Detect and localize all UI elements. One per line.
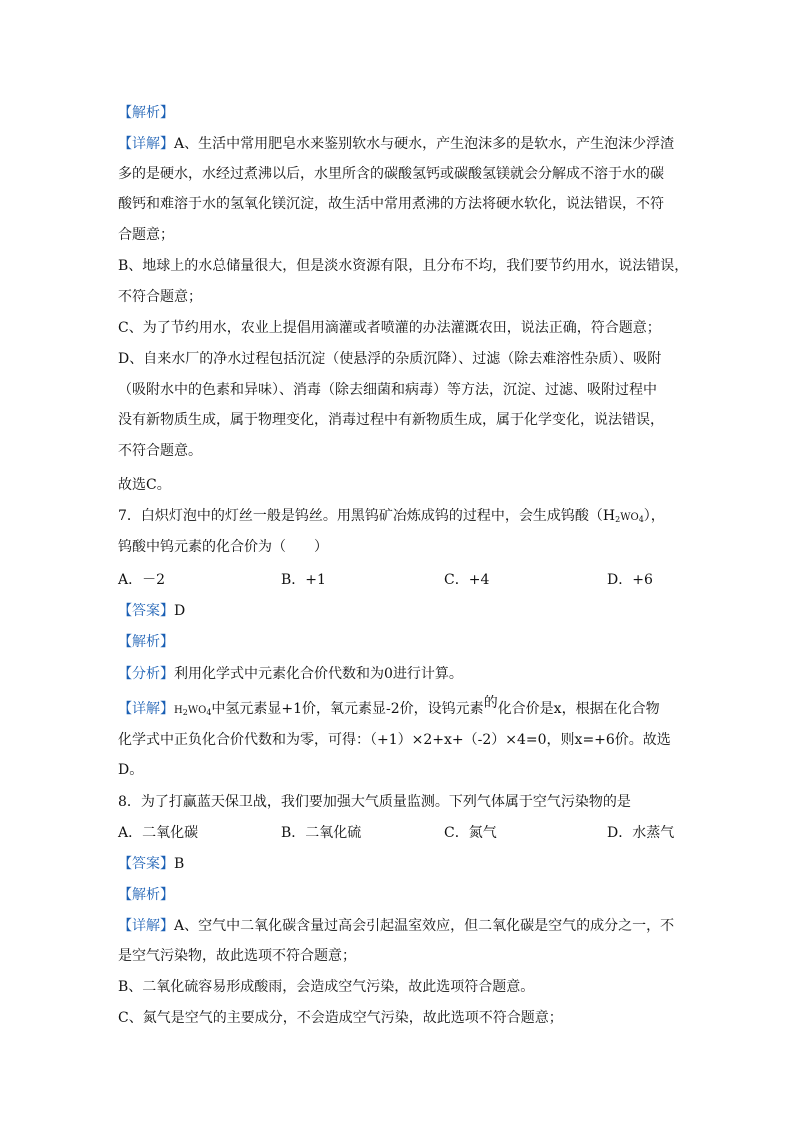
q7-detail-wo: WO [187, 705, 207, 716]
q8-detail-a-text1: A、空气中二氧化碳含量过高会引起温室效应，但二氧化碳是空气的成分之一，不 [174, 918, 675, 934]
q8-detail-a-line1 [118, 916, 674, 936]
q7-answer-value: D [174, 603, 186, 619]
q6-option-d-line4: 不符合题意。 [118, 443, 202, 459]
detail-tag: 【详解】 [118, 701, 174, 717]
q8-detail-a-line2: 是空气污染物，故此选项不符合题意； [118, 948, 356, 964]
answer-tag: 【答案】 [118, 603, 174, 619]
analysis-sub-tag: 【分析】 [118, 666, 174, 682]
q7-detail-subscript-4: 4 [206, 708, 212, 717]
q7-detail-line3: D。 [118, 762, 144, 778]
q8-option-a: A．二氧化碳 [118, 825, 199, 841]
q7-detail-subscript-2: 2 [182, 708, 188, 717]
q6-option-d-line2: （吸附水中的色素和异味）、消毒（除去细菌和病毒）等方法，沉淀、过滤、吸附过程中 [118, 382, 657, 398]
q7-stem-text-a: 7．白炽灯泡中的灯丝一般是钨丝。用黑钨矿冶炼成钨的过程中，会生成钨酸（H [118, 508, 616, 524]
q8-stem: 8．为了打赢蓝天保卫战，我们要加强大气质量监测。下列气体属于空气污染物的是 [118, 794, 631, 810]
q6-option-b-line2: 不符合题意； [118, 289, 202, 305]
q7-option-a: A．－2 [118, 572, 166, 588]
q6-detail-a-line2: 多的是硬水，水经过煮沸以后，水里所含的碳酸氢钙或碳酸氢镁就会分解成不溶于水的碳 [118, 166, 664, 182]
answer-tag: 【答案】 [118, 856, 174, 872]
q7-option-b: B．+1 [281, 572, 326, 588]
analysis-tag: 【解析】 [118, 887, 174, 903]
q7-detail-line1 [118, 695, 660, 721]
q7-detail-text-c: 中氢元素显+1价，氧元素显-2价，设钨元素 [211, 701, 484, 717]
q7-subscript-2: 2 [615, 515, 621, 524]
q8-option-d: D．水蒸气 [607, 825, 675, 841]
q7-analysis [118, 664, 463, 684]
analysis-tag: 【解析】 [118, 634, 174, 650]
q6-conclusion: 故选C。 [118, 477, 171, 493]
q7-analysis-text: 利用化学式中元素化合价代数和为0进行计算。 [174, 666, 463, 682]
q6-detail-a-text1: A、生活中常用肥皂水来鉴别软水与硬水，产生泡沫多的是软水，产生泡沫少浮渣 [174, 136, 675, 152]
q7-stem-line1 [118, 506, 665, 528]
q6-detail-a-line3: 酸钙和难溶于水的氢氧化镁沉淀，故生活中常用煮沸的方法将硬水软化，说法错误，不符 [118, 196, 664, 212]
q7-analysis-heading [118, 632, 174, 652]
q8-analysis-heading [118, 885, 174, 905]
detail-tag: 【详解】 [118, 136, 174, 152]
q6-option-d-line3: 没有新物质生成，属于物理变化，消毒过程中有新物质生成，属于化学变化，说法错误， [118, 412, 664, 428]
q8-option-b: B．二氧化硫 [281, 825, 362, 841]
q6-detail-a-line1 [118, 134, 674, 154]
q6-detail-a-line4: 合题意； [118, 227, 174, 243]
analysis-heading [118, 103, 174, 123]
q8-detail-c: C、氮气是空气的主要成分，不会造成空气污染，故此选项不符合题意； [118, 1010, 563, 1026]
q7-subscript-4: 4 [638, 515, 644, 524]
detail-tag: 【详解】 [118, 918, 174, 934]
q8-answer [118, 854, 184, 874]
q7-detail-h: H [174, 705, 183, 716]
q7-stem-line2: 钨酸中钨元素的化合价为（ ） [118, 539, 328, 555]
q6-option-b-line1: B、地球上的水总储量很大，但是淡水资源有限，且分布不均，我们要节约用水，说法错误， [118, 258, 689, 274]
q7-stem-text-c: ）， [643, 508, 665, 524]
q7-answer [118, 601, 185, 621]
q8-detail-b: B、二氧化硫容易形成酸雨，会造成空气污染，故此选项符合题意。 [118, 979, 535, 995]
q8-answer-value: B [174, 856, 185, 872]
q7-detail-line2: 化学式中正负化合价代数和为零，可得：（+1）×2+x+（-2）×4=0，则x=+6价。故选 [118, 732, 671, 748]
q7-option-c: C．+4 [444, 572, 490, 588]
q6-option-d-line1: D、自来水厂的净水过程包括沉淀（使悬浮的杂质沉降）、过滤（除去难溶性杂质）、吸附 [118, 351, 662, 367]
q6-option-c-line1: C、为了节约用水，农业上提倡用滴灌或者喷灌的办法灌溉农田，说法正确，符合题意； [118, 320, 661, 336]
q8-option-c: C．氮气 [444, 825, 497, 841]
q7-detail-raised-de: 的 [483, 695, 498, 711]
analysis-tag: 【解析】 [118, 105, 174, 121]
q7-stem-text-b: WO [620, 512, 639, 523]
q7-option-d: D．+6 [607, 572, 653, 588]
q7-detail-text-d: 化合价是x，根据在化合物 [497, 701, 660, 717]
